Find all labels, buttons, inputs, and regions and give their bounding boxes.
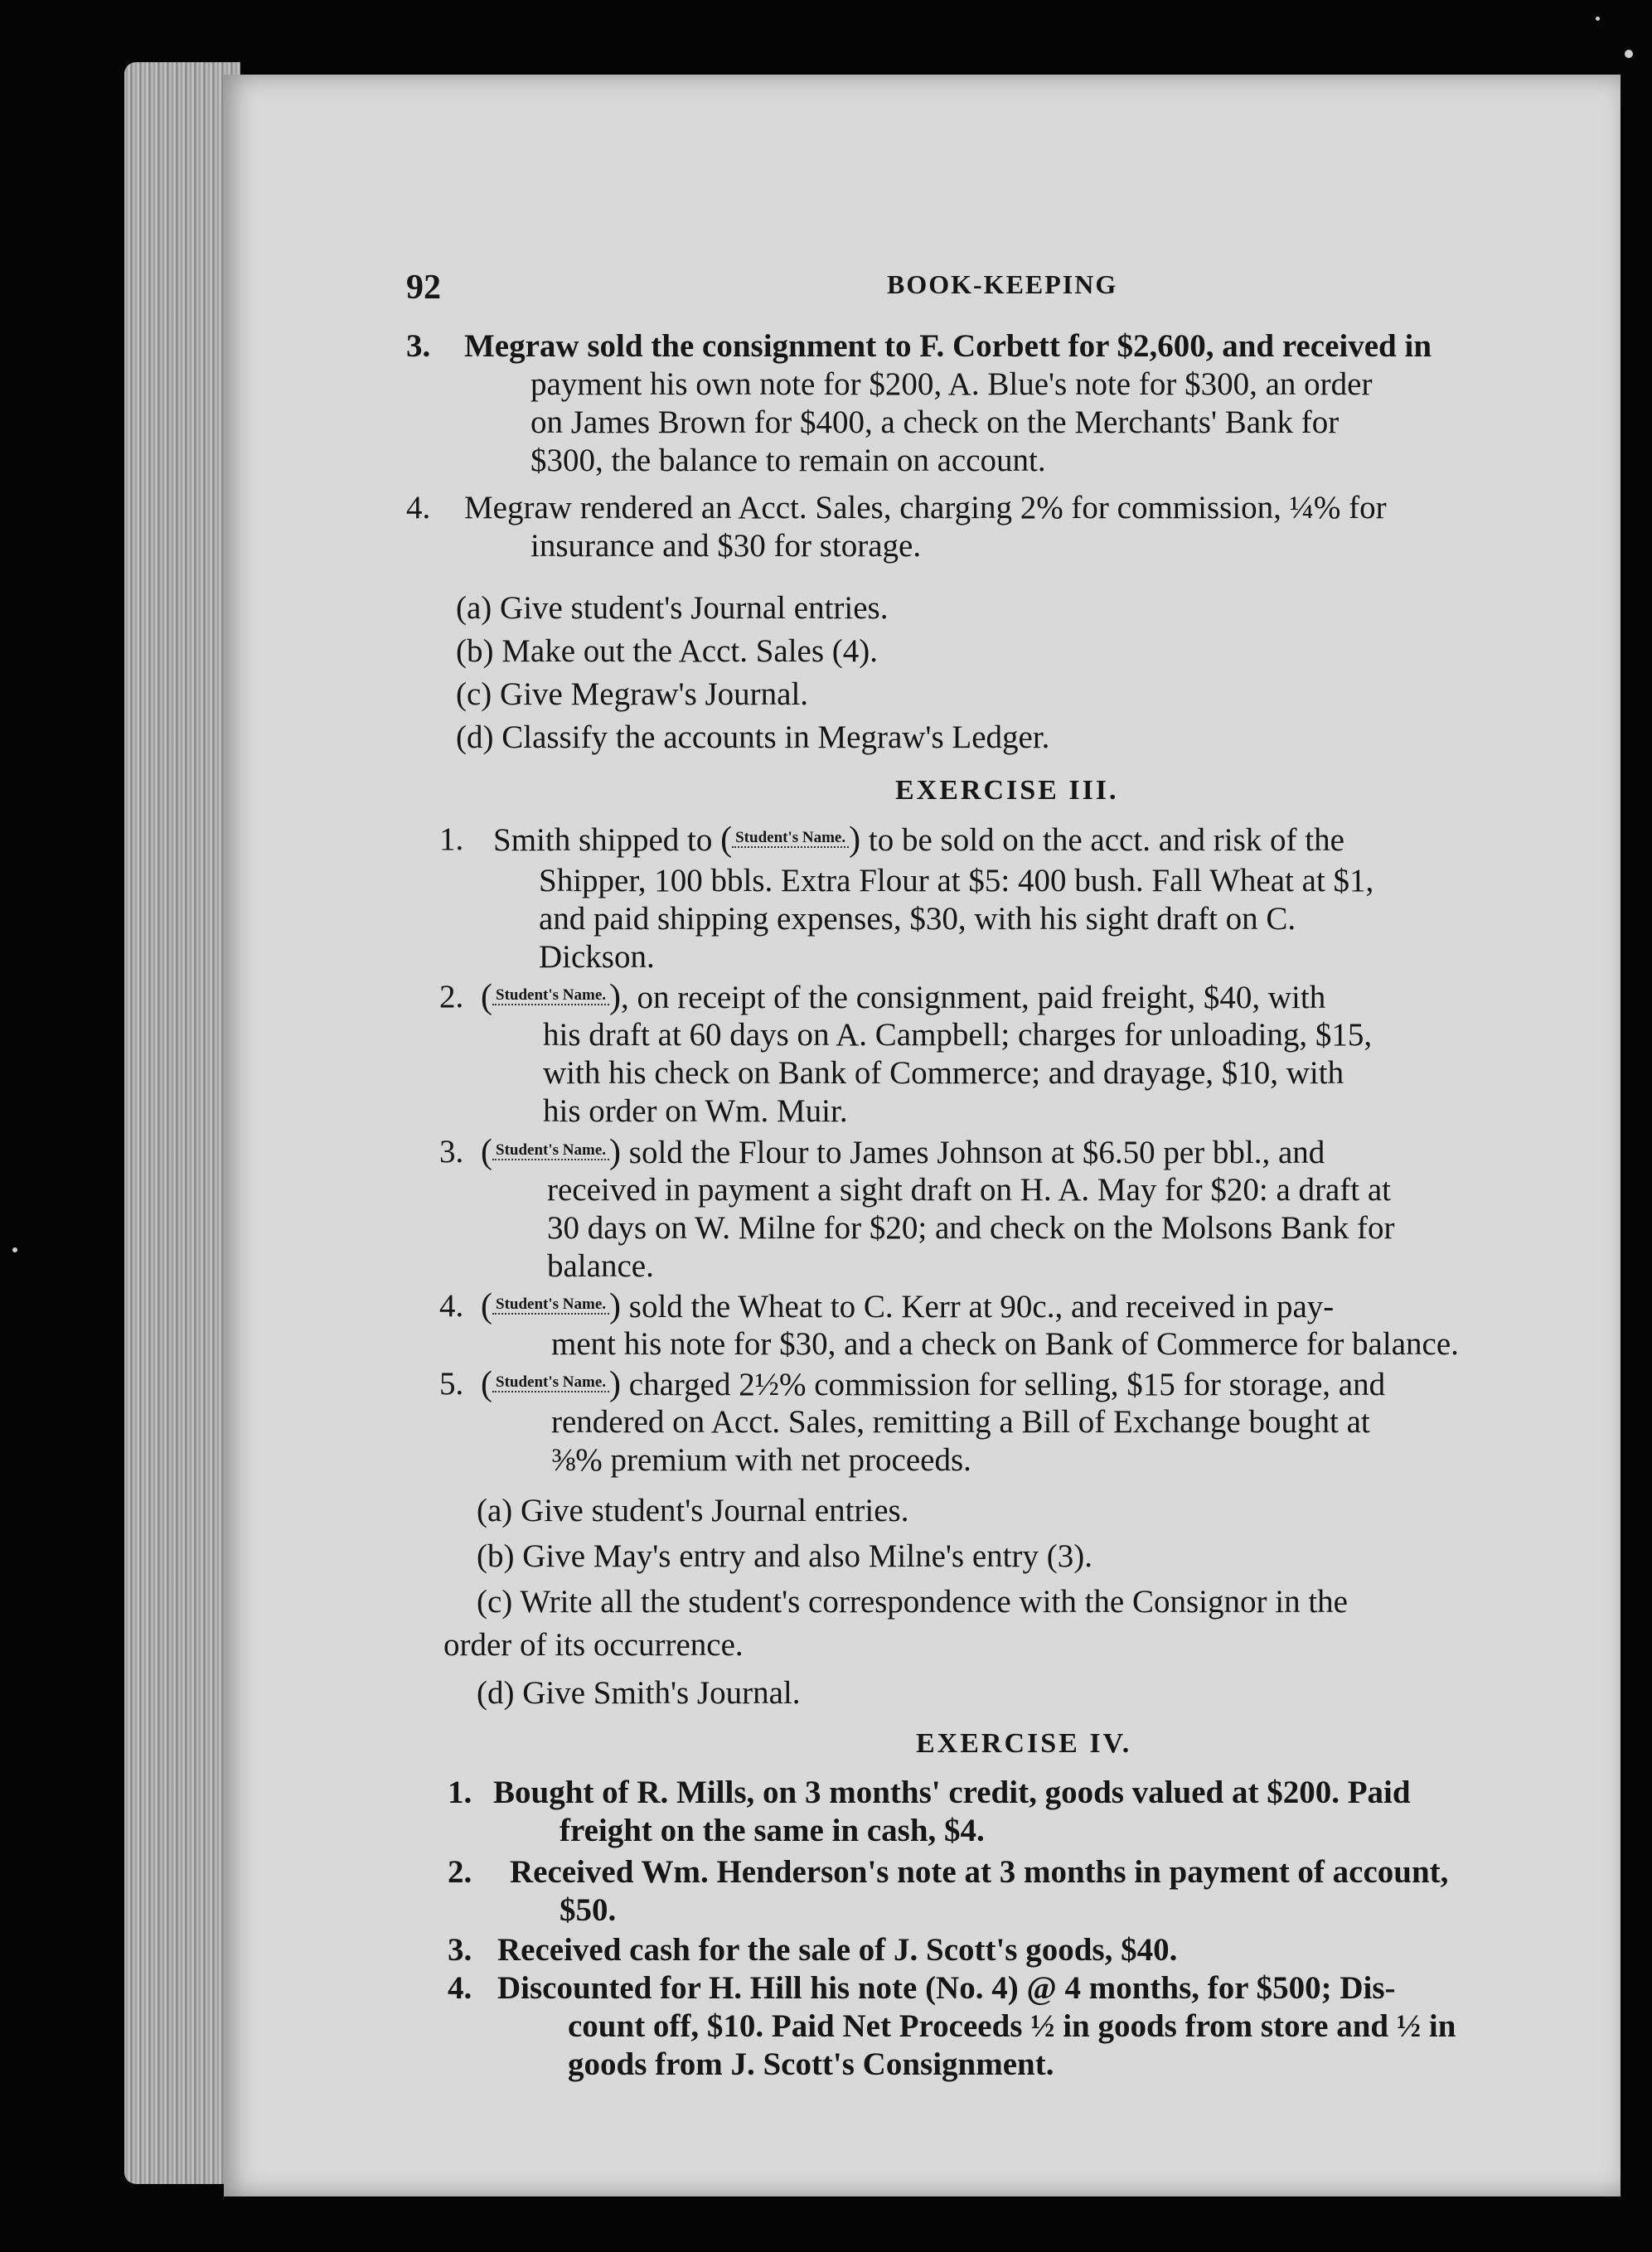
item-number: 3. (406, 328, 431, 364)
sub-question: (d) Give Smith's Journal. (477, 1675, 801, 1711)
item-number: 2. (439, 979, 464, 1015)
student-name-stamp: Student's Name. (492, 987, 609, 1005)
item-line: his draft at 60 days on A. Campbell; charges for unloading, $15, (543, 1017, 1373, 1053)
student-name-stamp: Student's Name. (492, 1296, 609, 1315)
item-line: Received Wm. Henderson's note at 3 months in payment of account, (510, 1854, 1449, 1890)
item-number: 5. (439, 1366, 464, 1402)
exercise-heading: EXERCISE III. (895, 775, 1119, 806)
item-line: ( Student's Name.) sold the Flour to James Johnson at $6.50 per bbl., and (481, 1133, 1325, 1171)
item-line: Megraw sold the consignment to F. Corbett for $2,600, and received in (464, 328, 1432, 364)
sub-question: (b) Make out the Acct. Sales (4). (456, 633, 879, 669)
item-line: received in payment a sight draft on H. A. May for $20: a draft at (547, 1172, 1392, 1208)
student-name-stamp: Student's Name. (732, 830, 849, 848)
student-name-stamp: Student's Name. (492, 1142, 609, 1160)
item-line: count off, $10. Paid Net Proceeds ½ in goods from store and ½ in (568, 2008, 1456, 2044)
item-text: to be sold on the acct. and risk of the (868, 822, 1344, 858)
sub-question: (b) Give May's entry and also Milne's entry (3). (477, 1538, 1092, 1574)
page-number: 92 (406, 269, 441, 307)
scan-speck (12, 1247, 17, 1252)
sub-question: (c) Write all the student's correspondence with the Consignor in the (477, 1584, 1348, 1620)
item-line: Bought of R. Mills, on 3 months' credit, goods valued at $200. Paid (493, 1775, 1411, 1810)
item-line: balance. (547, 1248, 654, 1284)
item-line: payment his own note for $200, A. Blue's note for $300, an order (530, 366, 1373, 402)
sub-question: (d) Classify the accounts in Megraw's Ledger. (456, 719, 1050, 755)
item-number: 3. (439, 1134, 464, 1170)
item-line: Shipper, 100 bbls. Extra Flour at $5: 400 bush. Fall Wheat at $1, (539, 863, 1374, 898)
item-number: 1. (439, 821, 464, 857)
item-number: 4. (406, 490, 431, 525)
item-line: on James Brown for $400, a check on the Merchants' Bank for (530, 404, 1340, 440)
item-text: sold the Wheat to C. Kerr at 90c., and received in pay- (628, 1289, 1335, 1325)
item-line: and paid shipping expenses, $30, with his sight draft on C. (539, 901, 1296, 937)
item-number: 4. (439, 1288, 464, 1324)
sub-question: (a) Give student's Journal entries. (456, 590, 889, 626)
item-line: ⅜% premium with net proceeds. (551, 1442, 971, 1478)
book-page-edges (124, 62, 240, 2184)
running-head: BOOK-KEEPING (887, 269, 1118, 299)
item-line: ( Student's Name.), on receipt of the consignment, paid freight, $40, with (481, 978, 1326, 1016)
item-line: freight on the same in cash, $4. (560, 1813, 985, 1848)
item-text: Smith shipped to (493, 822, 713, 858)
sub-question-continuation: order of its occurrence. (443, 1627, 744, 1663)
item-line: $300, the balance to remain on account. (530, 443, 1046, 478)
student-name-stamp: Student's Name. (492, 1374, 609, 1392)
item-number: 2. (448, 1854, 472, 1890)
item-line: with his check on Bank of Commerce; and drayage, $10, with (543, 1055, 1344, 1091)
item-line: Received cash for the sale of J. Scott's goods, $40. (497, 1932, 1178, 1968)
item-line: Megraw rendered an Acct. Sales, charging 2% for commission, ¼% for (464, 490, 1387, 525)
item-line: ment his note for $30, and a check on Bank of Commerce for balance. (551, 1326, 1459, 1362)
item-line: ( Student's Name.) sold the Wheat to C. Kerr at 90c., and received in pay- (481, 1287, 1335, 1325)
item-text: sold the Flour to James Johnson at $6.50 per bbl., and (628, 1135, 1325, 1170)
item-line: goods from J. Scott's Consignment. (568, 2046, 1054, 2082)
item-line: Smith shipped to ( Student's Name.) to be sold on the acct. and risk of the (493, 821, 1344, 859)
item-number: 3. (448, 1932, 472, 1968)
sub-question: (a) Give student's Journal entries. (477, 1493, 909, 1528)
item-line: ( Student's Name.) charged 2½% commission for selling, $15 for storage, and (481, 1365, 1386, 1403)
item-line: 30 days on W. Milne for $20; and check on the Molsons Bank for (547, 1210, 1395, 1246)
item-line: Dickson. (539, 939, 655, 975)
item-number: 1. (448, 1775, 472, 1810)
item-line: insurance and $30 for storage. (530, 528, 922, 564)
item-line: $50. (560, 1892, 617, 1928)
exercise-heading: EXERCISE IV. (916, 1728, 1132, 1759)
item-line: his order on Wm. Muir. (543, 1093, 848, 1129)
sub-question: (c) Give Megraw's Journal. (456, 676, 809, 712)
scan-speck (1625, 50, 1633, 58)
item-text: , on receipt of the consignment, paid freight, $40, with (621, 980, 1326, 1015)
item-text: charged 2½% commission for selling, $15 for storage, and (628, 1367, 1386, 1402)
scan-speck (1596, 17, 1600, 21)
item-number: 4. (448, 1970, 472, 2006)
item-line: rendered on Acct. Sales, remitting a Bill of Exchange bought at (551, 1404, 1370, 1440)
item-line: Discounted for H. Hill his note (No. 4) @ 4 months, for $500; Dis- (497, 1970, 1396, 2006)
